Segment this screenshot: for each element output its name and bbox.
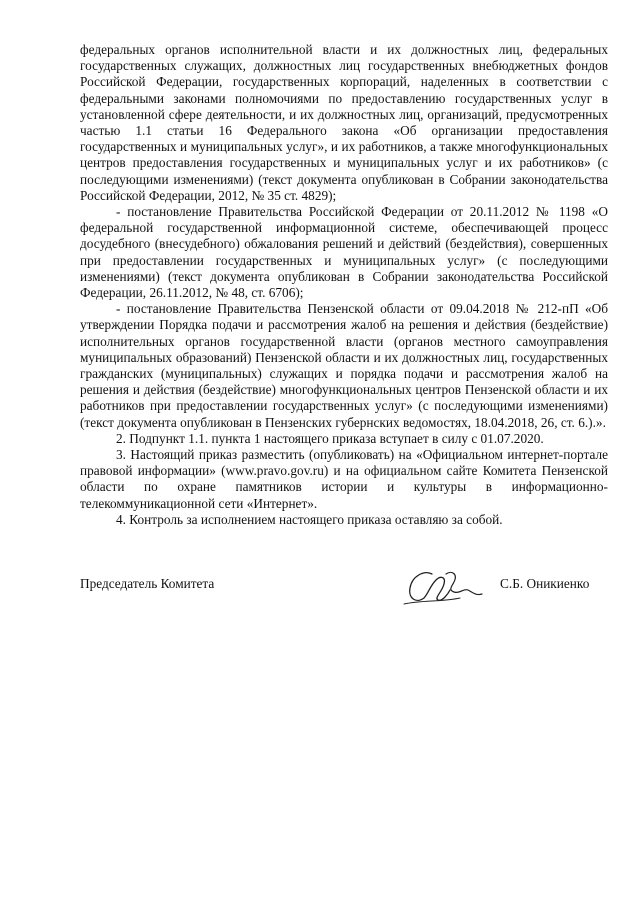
paragraph-item-3: 3. Настоящий приказ разместить (опубликовать) на «Официальном интернет-портале правовой информации» (www.pravo.gov.ru) и на официальном сайте Комитета Пензенской области по охране памятников истории и культуры в информационно-телекоммуникационной сети «Интернет».	[80, 447, 608, 511]
paragraph-item-4: 4. Контроль за исполнением настоящего приказа оставляю за собой.	[116, 511, 503, 527]
handwritten-signature	[402, 564, 484, 612]
paragraph-decree-1198: - постановление Правительства Российской Федерации от 20.11.2012 № 1198 «О федеральной государственной информационной системе, обеспечивающей процесс досудебного (внесудебного) обжалования решений и действий (бездействия), совершенных при предоставлении государственных и муниципальных услуг» (с последующими изменениями) (текст документа опубликован в Собрании законодательства Российской Федерации, 26.11.2012, № 48, ст. 6706);	[80, 204, 608, 301]
signatory-name: С.Б. Оникиенко	[500, 576, 590, 591]
signature-block	[80, 576, 608, 616]
document-body	[80, 42, 608, 528]
paragraph-item-2: 2. Подпункт 1.1. пункта 1 настоящего приказа вступает в силу с 01.07.2020.	[116, 430, 544, 446]
paragraph-federal-law-continuation: федеральных органов исполнительной власти и их должностных лиц, федеральных государственных служащих, должностных лиц государственных внебюджетных фондов Российской Федерации, государственных корпораций, наделенных в соответствии с федеральными законами полномочиями по предоставлению государственных услуг в установленной сфере деятельности, и их должностных лиц, организаций, предусмотренных частью 1.1 статьи 16 Федерального закона «Об организации предоставления государственных и муниципальных услуг», и их работников, а также многофункциональных центров предоставления государственных и муниципальных услуг и их работников» (с последующими изменениями) (текст документа опубликован в Собрании законодательства Российской Федерации, 2012, № 35 ст. 4829);	[80, 42, 608, 203]
signatory-title: Председатель Комитета	[80, 576, 215, 591]
paragraph-decree-212-pp: - постановление Правительства Пензенской области от 09.04.2018 № 212-пП «Об утверждении Порядка подачи и рассмотрения жалоб на решения и действия (бездействие) исполнительных органов государственной власти (органов местного самоуправления муниципальных образований) Пензенской области и их должностных лиц, государственных гражданских (муниципальных) служащих и порядка подачи и рассмотрения жалоб на решения и действия (бездействие) многофункциональных центров Пензенской области и их работников при предоставлении государственных услуг» (с последующими изменениями) (текст документа опубликован в Пензенских губернских ведомостях, 18.04.2018, 26, ст. 6.).».	[80, 301, 608, 430]
